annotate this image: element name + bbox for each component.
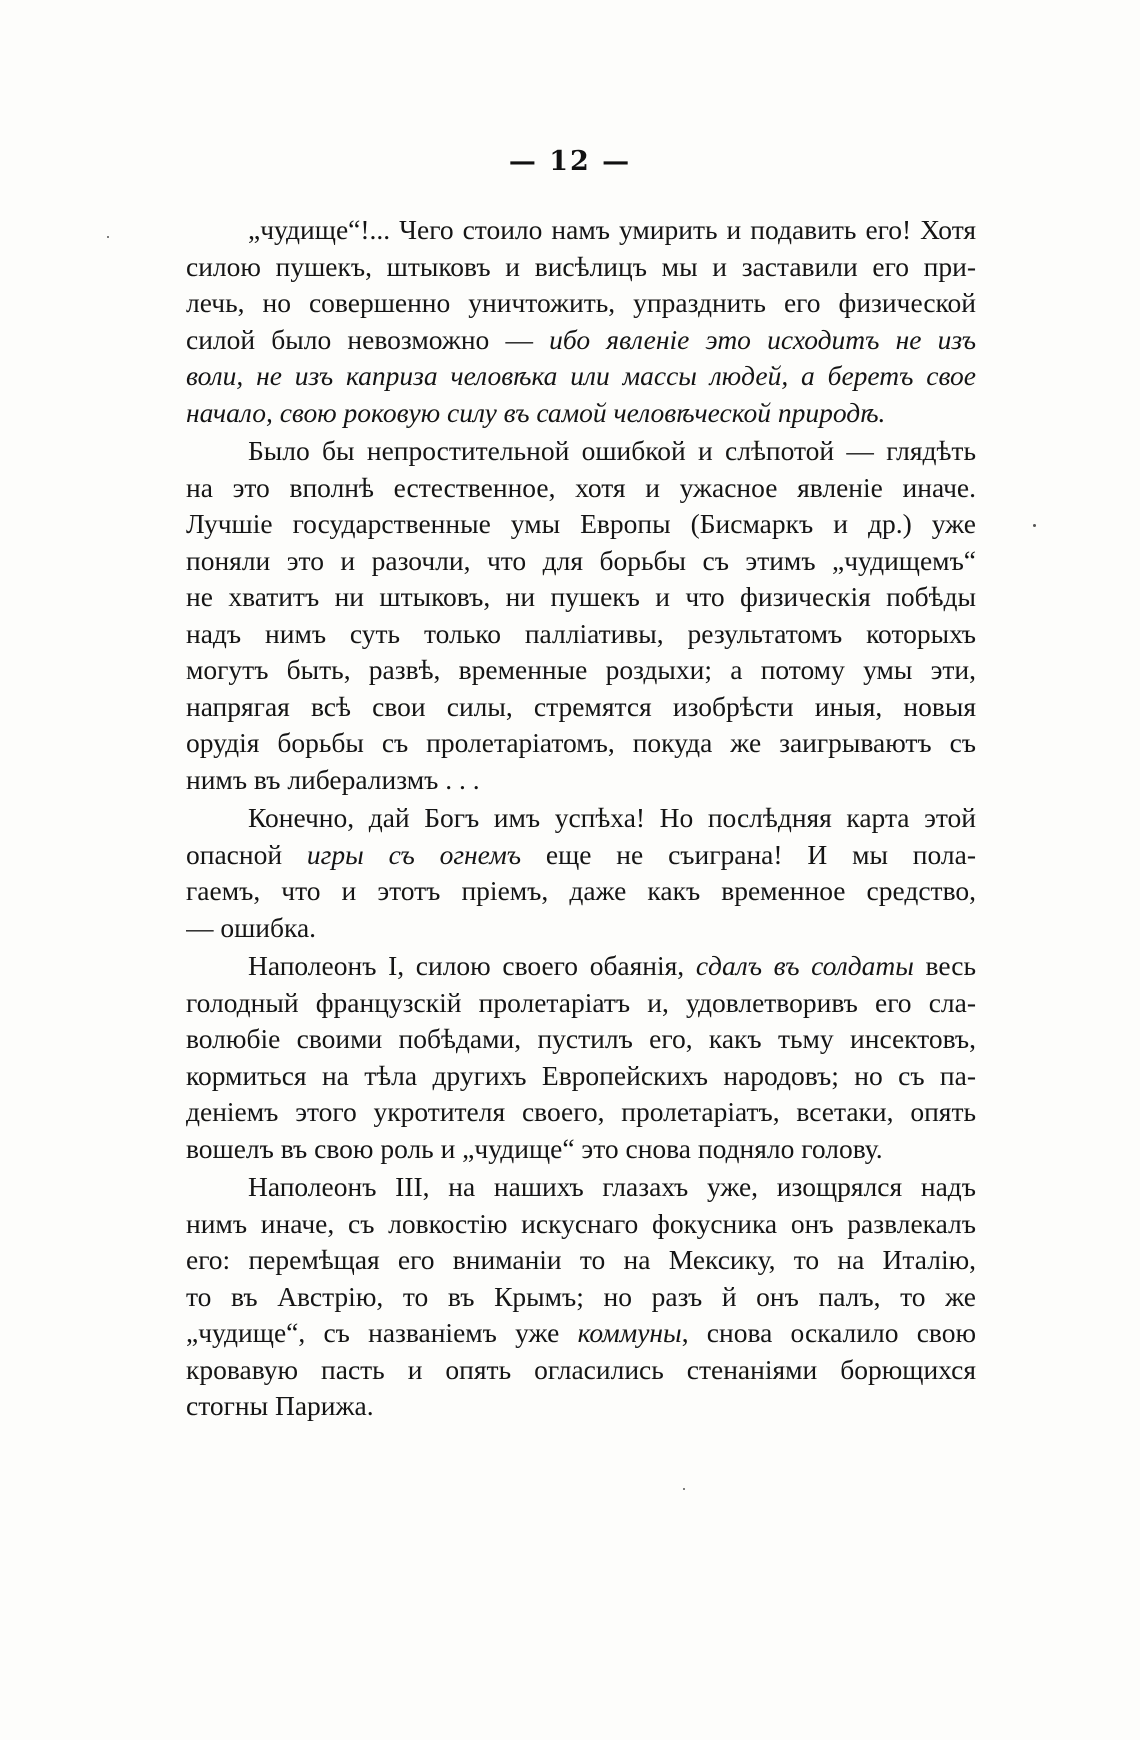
text-run: вошелъ въ свою роль и „чудище“ это снова подняло голову. [186,1132,883,1164]
text-line [186,1242,976,1279]
text-run: — ошибка. [186,911,317,943]
text-line [186,506,976,543]
text-run: его: перемѣщая его вниманіи то на Мексику, то на Италію, [186,1244,976,1275]
italic-run: ибо явленіе это исходитъ не изъ [549,323,976,355]
text-line [186,249,976,286]
text-line [186,985,976,1022]
text-line [186,1352,976,1389]
text-line [186,725,976,762]
text-line [186,579,976,616]
text-run: кровавую пасть и опять огласились стенаніями борющихся [186,1353,976,1385]
text-run: орудія борьбы съ пролетаріатомъ, покуда же заигрываютъ съ [186,727,976,758]
text-run: на это вполнѣ естественное, хотя и ужасное явленіе иначе. [186,471,976,503]
paragraph [186,948,976,1167]
text-line [186,1206,976,1243]
text-run: надъ нимъ суть только палліативы, результатомъ которыхъ [186,617,976,649]
paragraph [186,800,976,946]
text-line [186,322,976,359]
text-run: силой было невозможно — [186,323,550,355]
text-line [186,212,976,249]
scan-speck [683,1488,685,1490]
italic-run: начало, свою роковую силу въ самой человѣческой природѣ. [186,396,886,428]
text-line [186,1315,976,1352]
text-line [186,800,976,837]
text-line [186,762,976,799]
text-run: волюбіе своими побѣдами, пустилъ его, какъ тьму инсектовъ, [186,1023,976,1054]
paragraph [186,212,976,431]
text-line [186,1131,976,1168]
text-line [186,948,976,985]
text-line [186,910,976,947]
text-run: Было бы непростительной ошибкой и слѣпотой — глядѣть [248,435,976,466]
paragraph [186,1169,976,1425]
scan-speck [107,236,109,238]
italic-run: коммуны [577,1317,682,1348]
text-line [186,1388,976,1425]
text-run: кормиться на тѣла другихъ Европейскихъ народовъ; но съ па- [186,1059,976,1091]
text-run: поняли это и разочли, что для борьбы съ этимъ „чудищемъ“ [186,544,976,576]
text-line [186,1169,976,1206]
text-line [186,689,976,726]
text-run: опасной [186,838,307,870]
text-line [186,543,976,580]
text-run: Наполеонъ I, силою своего обаянія, [248,950,696,981]
text-line [186,395,976,432]
text-line [186,873,976,910]
scan-speck [1033,524,1036,527]
text-run: Конечно, дай Богъ имъ успѣха! Но послѣдняя карта этой [248,802,976,833]
text-line [186,616,976,653]
text-run: деніемъ этого укротителя своего, пролетаріатъ, всетаки, опять [186,1096,976,1127]
paragraph [186,433,976,798]
italic-run: воли, не изъ каприза человѣка или массы людей, а беретъ свое [186,360,976,391]
text-run: еще не съиграна! И мы пола- [521,838,976,870]
text-run: могутъ быть, развѣ, временные роздыхи; а потому умы эти, [186,654,976,685]
text-line [186,470,976,507]
text-run: Лучшіе государственные умы Европы (Бисмаркъ и др.) уже [186,508,976,539]
text-run: не хватитъ ни штыковъ, ни пушекъ и что физическія побѣды [186,581,976,612]
text-line [186,652,976,689]
text-run: весь [913,950,976,981]
text-run: „чудище“!... Чего стоило намъ умирить и подавить его! Хотя [248,214,976,245]
text-run: Наполеонъ III, на нашихъ глазахъ уже, изощрялся надъ [248,1171,976,1202]
paragraph-gap [186,1425,976,1427]
text-line [186,433,976,470]
text-line [186,1021,976,1058]
italic-run: сдалъ въ солдаты [695,950,914,981]
text-run: гаемъ, что и этотъ пріемъ, даже какъ временное средство, [186,875,976,906]
text-run: стогны Парижа. [186,1390,374,1421]
text-run: силою пушекъ, штыковъ и висѣлицъ мы и заставили его при- [186,250,976,282]
text-line [186,285,976,322]
text-line [186,1058,976,1095]
body-text [186,212,976,1427]
text-line [186,837,976,874]
text-line [186,358,976,395]
text-line [186,1279,976,1316]
text-run: лечь, но совершенно уничтожить, упразднить его физической [186,287,976,318]
text-run: нимъ въ либерализмъ . . . [186,763,480,795]
text-run: напрягая всѣ свои силы, стремятся изобрѣсти иныя, новыя [186,690,976,722]
italic-run: игры съ огнемъ [306,838,522,870]
text-run: то въ Австрію, то въ Крымъ; но разъ й онъ палъ, то же [186,1280,976,1312]
text-run: голодный французскій пролетаріатъ и, удовлетворивъ его сла- [186,986,976,1018]
text-line [186,1094,976,1131]
text-run: , снова оскалило свою [681,1317,976,1348]
text-run: нимъ иначе, съ ловкостію искуснаго фокусника онъ развлекалъ [186,1207,976,1239]
text-run: „чудище“, съ названіемъ уже [186,1317,578,1348]
page-number: — 12 — [508,146,632,177]
